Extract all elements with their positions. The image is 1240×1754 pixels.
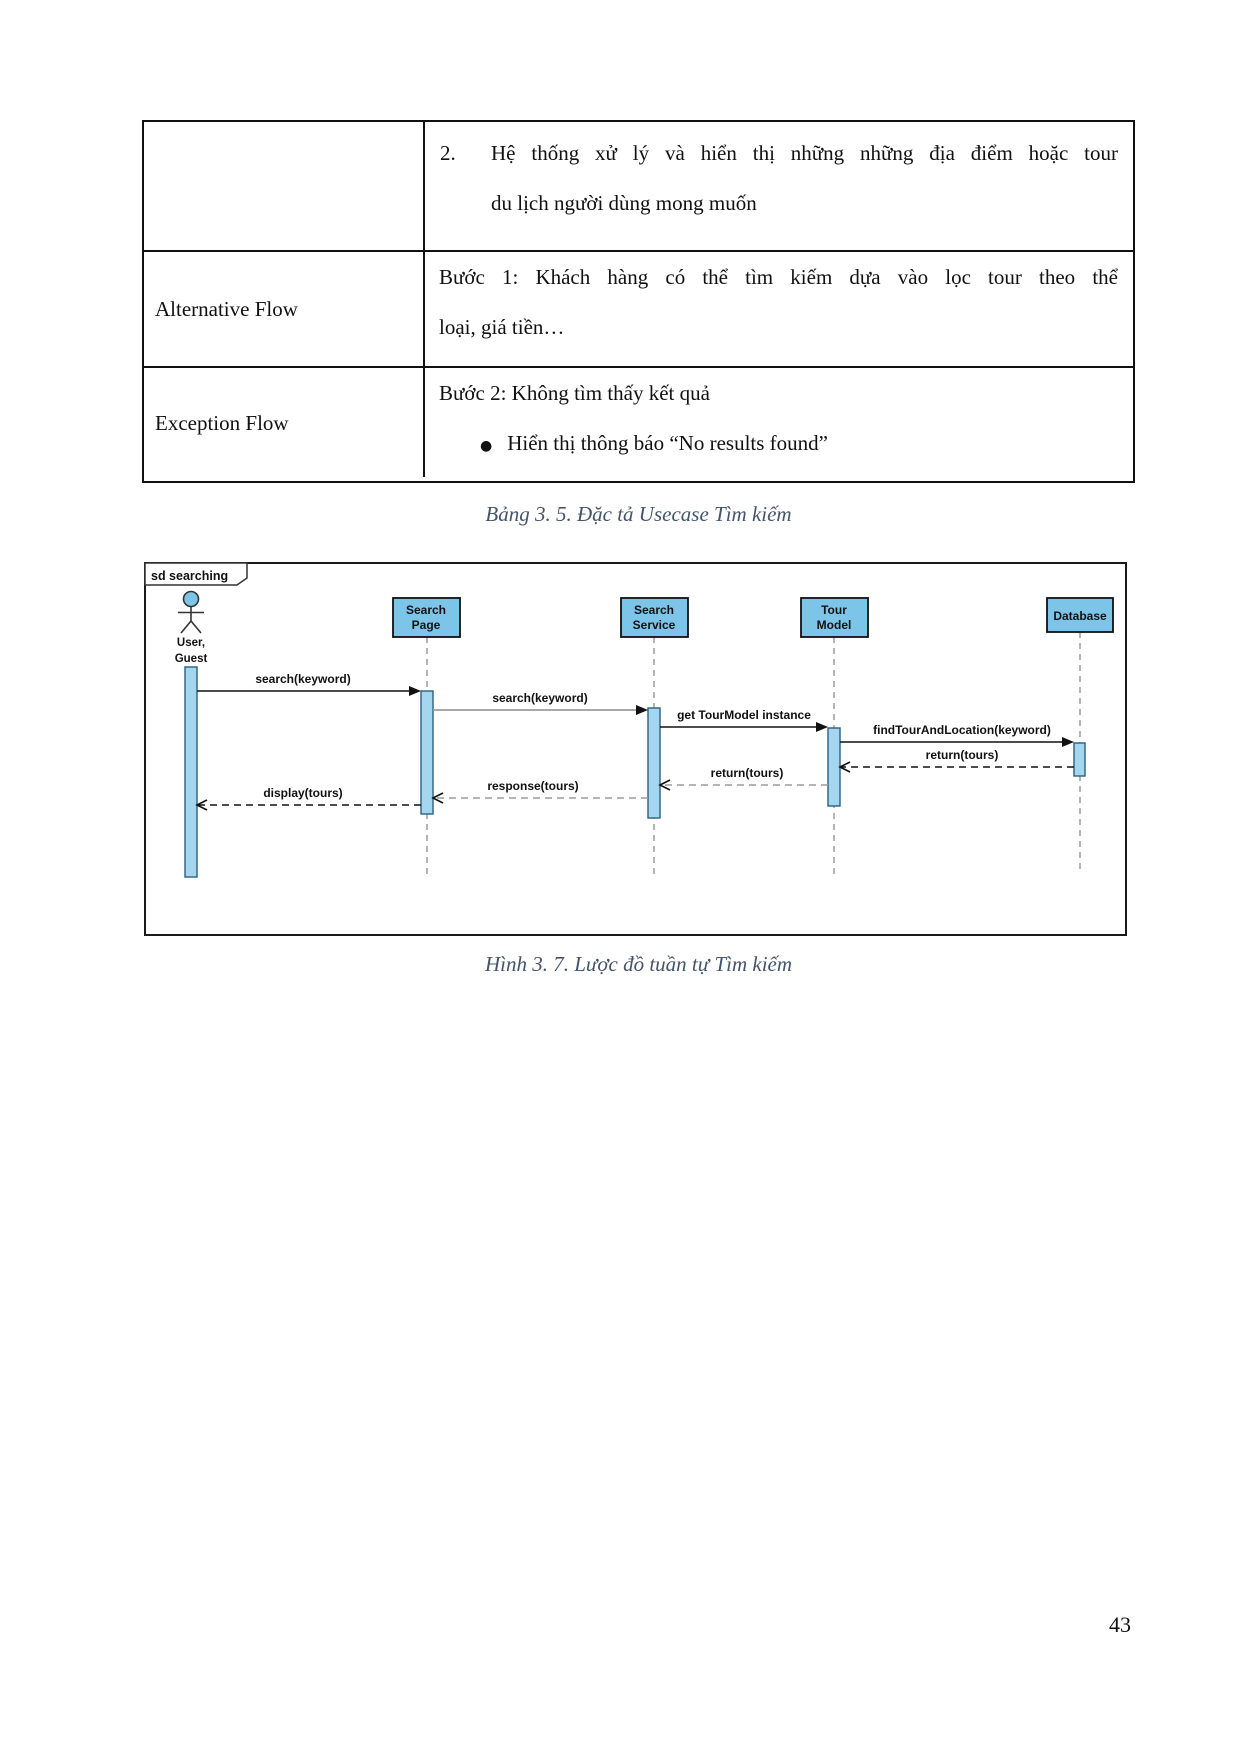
activation-search-service xyxy=(648,708,660,818)
table-row-3-header xyxy=(144,366,423,477)
row-1-line-1: Hệ thống xử lý và hiển thị những những địa điểm hoặc tour xyxy=(491,141,1118,165)
lifeline-heads xyxy=(393,598,1113,637)
sync-arrowhead-icon xyxy=(816,722,828,732)
message-7-label: response(tours) xyxy=(487,779,579,793)
search-service-label-2: Service xyxy=(632,618,676,632)
message-4-label: findTourAndLocation(keyword) xyxy=(873,723,1051,737)
table-row-1-header xyxy=(144,122,423,250)
message-return-tours-tm xyxy=(660,766,828,790)
message-response-tours xyxy=(433,779,648,803)
message-3-label: get TourModel instance xyxy=(677,708,811,722)
table-row-2-content xyxy=(423,250,1133,366)
message-display-tours xyxy=(197,786,421,810)
row-2-header-label: Alternative Flow xyxy=(155,297,298,321)
frame-label: sd searching xyxy=(151,569,229,583)
sequence-diagram xyxy=(144,562,1128,937)
activation-tour-model xyxy=(828,728,840,806)
search-page-label-1: Search xyxy=(405,603,447,617)
table-caption: Bảng 3. 5. Đặc tả Usecase Tìm kiếm xyxy=(485,502,792,526)
activations xyxy=(185,667,1085,877)
search-service-label-1: Search xyxy=(633,603,675,617)
activation-user xyxy=(185,667,197,877)
activation-search-page xyxy=(421,691,433,814)
database-label: Database xyxy=(1053,609,1107,623)
figure-caption: Hình 3. 7. Lược đồ tuần tự Tìm kiếm xyxy=(484,952,793,976)
sync-arrowhead-icon xyxy=(409,686,421,696)
message-search-keyword-1 xyxy=(197,672,421,696)
row-1-line-2: du lịch người dùng mong muốn xyxy=(491,191,757,215)
message-2-label: search(keyword) xyxy=(492,691,588,705)
usecase-spec-table xyxy=(142,120,1135,483)
row-3-header-label: Exception Flow xyxy=(155,410,289,435)
tour-model-label-2: Model xyxy=(816,618,852,632)
message-1-label: search(keyword) xyxy=(255,672,351,686)
sync-arrowhead-icon xyxy=(636,705,648,715)
row-3-bullet-text: Hiển thị thông báo “No results found” xyxy=(507,431,828,455)
actor-label-line1: User, xyxy=(176,637,206,649)
table-row-1-content xyxy=(423,122,1133,250)
activation-database xyxy=(1074,743,1085,776)
search-page-label-2: Page xyxy=(411,618,441,632)
table-row-3-content xyxy=(423,366,1133,477)
message-find-tour xyxy=(840,723,1074,747)
page-number: 43 xyxy=(1109,1612,1131,1637)
row-2-line-1: Bước 1: Khách hàng có thể tìm kiếm dựa vào lọc tour theo thể xyxy=(439,265,1118,289)
bullet-icon: ● xyxy=(480,438,493,454)
row-2-line-2: loại, giá tiền… xyxy=(439,315,565,339)
message-search-keyword-2 xyxy=(433,691,648,715)
tour-model-label-1: Tour xyxy=(821,603,847,617)
message-6-label: return(tours) xyxy=(710,766,784,780)
actor-label-line2: Guest xyxy=(174,653,208,665)
message-return-tours-db xyxy=(840,748,1074,772)
table-row-2-header xyxy=(144,250,423,366)
message-5-label: return(tours) xyxy=(925,748,999,762)
message-get-tourmodel xyxy=(660,708,828,732)
actor-icon xyxy=(178,592,204,634)
sync-arrowhead-icon xyxy=(1062,737,1074,747)
message-8-label: display(tours) xyxy=(263,786,343,800)
actor-head xyxy=(184,592,199,607)
row-3-line-1: Bước 2: Không tìm thấy kết quả xyxy=(439,381,710,405)
list-number: 2. xyxy=(440,141,456,165)
